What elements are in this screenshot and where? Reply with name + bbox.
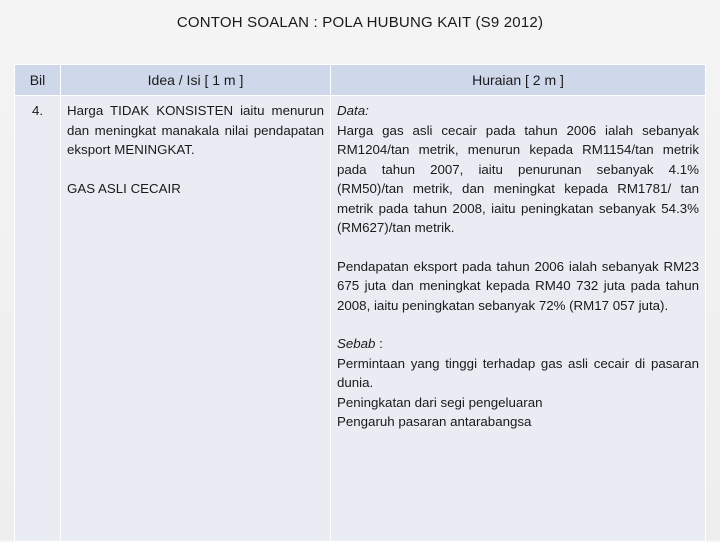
data-text: Harga gas asli cecair pada tahun 2006 ialah sebanyak RM1204/tan metrik, menurun kepada RM1154/tan metrik pada tahun 2007, iaitu penurunan sebanyak 4.1% (RM50)/tan metrik, dan meningkat kepada RM1781/ tan metrik pada tahun 2008, iaitu peningkatan sebanyak 54.3% (RM627)/tan metrik. [337, 122, 699, 235]
header-huraian: Huraian [ 2 m ] [331, 65, 706, 96]
cell-idea [61, 96, 331, 542]
cell-huraian [331, 96, 706, 542]
idea-main-text: Harga TIDAK KONSISTEN iaitu menurun dan meningkat manakala nilai pendapatan eksport MENINGKAT. [67, 103, 324, 157]
header-idea: Idea / Isi [ 1 m ] [61, 65, 331, 96]
table-row [15, 96, 706, 542]
data-label: Data: [337, 103, 369, 118]
sebab-heading [337, 334, 699, 354]
sebab-label: Sebab [337, 336, 376, 351]
cell-bil: 4. [15, 96, 61, 542]
slide-title: CONTOH SOALAN : POLA HUBUNG KAIT (S9 2012) [176, 14, 544, 31]
sebab-item-2: Peningkatan dari segi pengeluaran [337, 394, 543, 410]
header-bil: Bil [15, 65, 61, 96]
sebab-item-3: Pengaruh pasaran antarabangsa [337, 414, 532, 429]
content-table [14, 64, 706, 542]
table-header-row [15, 65, 706, 96]
sebab-item-1: Permintaan yang tinggi terhadap gas asli cecair di pasaran dunia. [337, 355, 699, 390]
sebab-colon: : [375, 336, 383, 351]
idea-item-text: GAS ASLI CECAIR [67, 180, 181, 196]
export-text: Pendapatan eksport pada tahun 2006 ialah sebanyak RM23 675 juta dan meningkat kepada RM40 732 juta pada tahun 2008, iaitu peningkatan sebanyak 72% (RM17 057 juta). [337, 258, 699, 313]
